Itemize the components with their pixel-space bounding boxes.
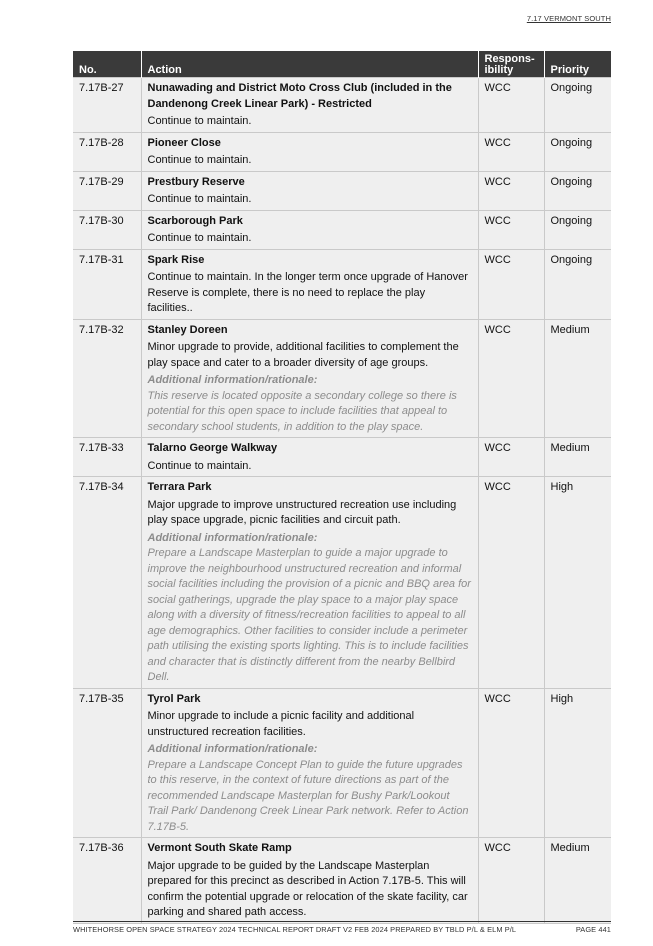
action-title: Tyrol Park <box>147 692 201 705</box>
cell-action <box>141 249 478 319</box>
table-header-row <box>73 51 611 78</box>
responsibility-header-line2: ibility <box>484 64 514 76</box>
action-title: Scarborough Park <box>147 214 243 227</box>
action-text: Continue to maintain. <box>147 154 252 166</box>
cell-no: 7.17B-35 <box>73 688 141 838</box>
cell-no: 7.17B-33 <box>73 438 141 477</box>
action-text: Minor upgrade to include a picnic facility and additional unstructured recreation facilities. <box>147 710 415 738</box>
page-footer <box>73 921 611 934</box>
footer-document-info: WHITEHORSE OPEN SPACE STRATEGY 2024 TECHNICAL REPORT DRAFT V2 FEB 2024 PREPARED BY TBLD P/L & ELM P/L <box>73 925 517 934</box>
cell-no: 7.17B-27 <box>73 78 141 133</box>
cell-priority: High <box>544 688 611 838</box>
cell-action <box>141 171 478 210</box>
column-header-no: No. <box>73 51 141 78</box>
table-row <box>73 249 611 319</box>
table-row <box>73 78 611 133</box>
cell-responsibility: WCC <box>478 78 544 133</box>
cell-priority: Medium <box>544 838 611 924</box>
cell-no: 7.17B-32 <box>73 319 141 438</box>
cell-responsibility: WCC <box>478 838 544 924</box>
action-text: Major upgrade to be guided by the Landscape Masterplan prepared for this precinct as described in Action 7.17B-5. This will confirm the potential upgrade or relocation of the skate facility, car parking and shared path access. <box>147 859 468 918</box>
table-row <box>73 477 611 689</box>
cell-responsibility: WCC <box>478 319 544 438</box>
cell-no: 7.17B-36 <box>73 838 141 924</box>
cell-action <box>141 688 478 838</box>
cell-action <box>141 838 478 924</box>
footer-page-number: PAGE 441 <box>575 925 611 934</box>
action-text: Continue to maintain. <box>147 459 252 472</box>
cell-no: 7.17B-34 <box>73 477 141 689</box>
cell-action <box>141 319 478 438</box>
cell-responsibility: WCC <box>478 210 544 249</box>
responsibility-header-line1: Respons- <box>484 53 535 65</box>
cell-responsibility: WCC <box>478 171 544 210</box>
additional-info-text: Prepare a Landscape Concept Plan to guide the future upgrades to this reserve, in the context of future directions as part of the recommended Landscape Masterplan for Bushy Park/Lookout Trail Park/ Dandenong Creek Linear Park network. Refer to Action 7.17B-5. <box>147 758 469 833</box>
action-title: Nunawading and District Moto Cross Club (included in the Dandenong Creek Linear Park) - Restricted <box>147 82 452 110</box>
table-row <box>73 171 611 210</box>
additional-info-text: Prepare a Landscape Masterplan to guide a major upgrade to improve the neighbourhood unstructured recreation and informal social facilities including the provision of a picnic and BBQ area for social gatherings, upgrade the play space to a major play space along with a diversity of fitness/recreation facilities to appeal to all age demographics. Other facilities to consider include a perimeter path utilising the existing sports lighting. This is to include facilities and character that is distinctly different from the nearby Bellbird Dell. <box>147 547 471 683</box>
table-row <box>73 210 611 249</box>
action-title: Vermont South Skate Ramp <box>147 842 292 854</box>
column-header-responsibility <box>478 51 544 78</box>
cell-responsibility: WCC <box>478 249 544 319</box>
cell-priority: Ongoing <box>544 132 611 171</box>
cell-action <box>141 438 478 477</box>
cell-priority: Ongoing <box>544 249 611 319</box>
action-title: Stanley Doreen <box>147 323 228 336</box>
additional-info-heading: Additional information/rationale: <box>147 531 318 544</box>
actions-table <box>73 51 611 924</box>
action-text: Continue to maintain. In the longer term once upgrade of Hanover Reserve is complete, there is no need to replace the play facilities.. <box>147 271 468 314</box>
action-text: Continue to maintain. <box>147 115 252 127</box>
cell-responsibility: WCC <box>478 477 544 689</box>
action-title: Pioneer Close <box>147 136 221 149</box>
action-title: Terrara Park <box>147 481 212 493</box>
action-title: Talarno George Walkway <box>147 442 278 454</box>
table-row <box>73 688 611 838</box>
additional-info-text: This reserve is located opposite a secondary college so there is potential for this open space to include facilities that appeal to secondary school students, in addition to the play space. <box>147 389 457 433</box>
action-title: Prestbury Reserve <box>147 175 245 188</box>
action-text: Continue to maintain. <box>147 232 252 244</box>
cell-priority: High <box>544 477 611 689</box>
cell-priority: Medium <box>544 438 611 477</box>
cell-action <box>141 132 478 171</box>
cell-priority: Ongoing <box>544 210 611 249</box>
cell-action <box>141 78 478 133</box>
cell-no: 7.17B-30 <box>73 210 141 249</box>
column-header-action: Action <box>141 51 478 78</box>
table-row <box>73 132 611 171</box>
action-title: Spark Rise <box>147 253 205 266</box>
cell-no: 7.17B-31 <box>73 249 141 319</box>
table-row <box>73 319 611 438</box>
table-row <box>73 838 611 924</box>
action-text: Minor upgrade to provide, additional facilities to complement the play space and cater to a broader diversity of age groups. <box>147 341 459 369</box>
table-row <box>73 438 611 477</box>
cell-responsibility: WCC <box>478 688 544 838</box>
cell-priority: Medium <box>544 319 611 438</box>
cell-no: 7.17B-28 <box>73 132 141 171</box>
section-reference: 7.17 VERMONT SOUTH <box>526 14 611 23</box>
cell-action <box>141 210 478 249</box>
column-header-priority: Priority <box>544 51 611 78</box>
additional-info-heading: Additional information/rationale: <box>147 374 318 386</box>
cell-priority: Ongoing <box>544 78 611 133</box>
action-text: Continue to maintain. <box>147 193 252 205</box>
action-text: Major upgrade to improve unstructured recreation use including play space upgrade, picnic facilities and circuit path. <box>147 498 457 526</box>
cell-responsibility: WCC <box>478 132 544 171</box>
additional-info-heading: Additional information/rationale: <box>147 743 318 755</box>
cell-responsibility: WCC <box>478 438 544 477</box>
cell-no: 7.17B-29 <box>73 171 141 210</box>
cell-priority: Ongoing <box>544 171 611 210</box>
cell-action <box>141 477 478 689</box>
